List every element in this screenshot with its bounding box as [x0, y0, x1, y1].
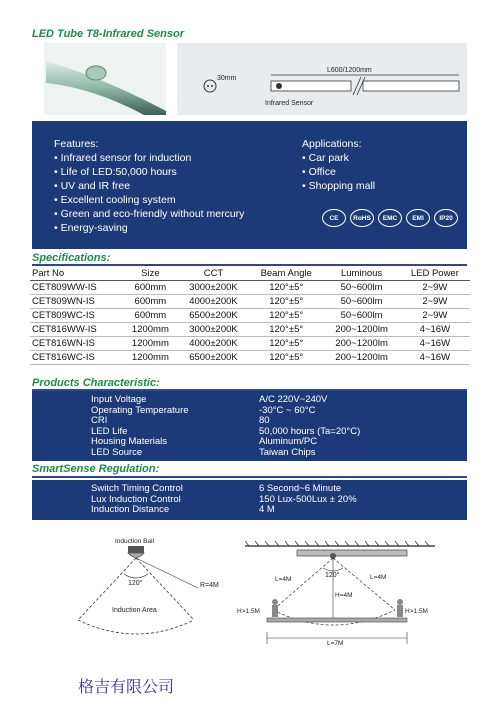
table-cell: 120°±5° [249, 309, 324, 323]
column-header: Beam Angle [249, 267, 324, 281]
section-divider [32, 476, 467, 478]
features-heading: Features: [54, 138, 99, 150]
applications-section [302, 137, 375, 193]
induction-diagram-right [237, 540, 435, 650]
spec-value: 4 M [259, 504, 275, 515]
table-cell: 50~600lm [323, 295, 399, 309]
applications-list [302, 151, 375, 193]
column-header: Part No [30, 267, 123, 281]
table-cell: CET816WW-IS [30, 323, 123, 337]
table-cell: 600mm [123, 295, 178, 309]
table-row [30, 309, 470, 323]
angle-label: 120° [325, 572, 340, 579]
table-cell: 600mm [123, 309, 178, 323]
smartsense-heading: SmartSense Regulation: [32, 463, 160, 475]
table-cell: 200~1200lm [323, 351, 399, 365]
induction-ball-label: Induction Ball [115, 538, 155, 545]
spec-label: LED Life [91, 425, 128, 437]
table-cell: 50~600lm [323, 309, 399, 323]
table-cell: 3000±200K [178, 281, 249, 295]
h-left-label: H>1.5M [237, 608, 260, 615]
spec-label: Switch Timing Control [91, 483, 183, 494]
table-cell: 600mm [123, 281, 178, 295]
table-cell: 4000±200K [178, 295, 249, 309]
feature-item: • Excellent cooling system [54, 194, 176, 206]
sensor-label: Infrared Sensor [265, 100, 314, 107]
spec-value: 50,000 hours (Ta=20°C) [259, 425, 361, 437]
column-header: LED Power [400, 267, 470, 281]
product-photo [44, 43, 166, 115]
table-cell: 120°±5° [249, 323, 324, 337]
l-right-label: L=4M [370, 574, 387, 581]
feature-item: • Green and eco-friendly without mercury [54, 208, 245, 220]
spec-label: Housing Materials [91, 436, 168, 447]
features-list [54, 151, 244, 235]
induction-diagram-left [70, 538, 240, 638]
dimension-drawing [177, 43, 467, 115]
spec-label: Input Voltage [91, 394, 147, 405]
feature-item: • Infrared sensor for induction [54, 152, 192, 164]
h-right-label: H>1.5M [405, 608, 428, 615]
features-panel [32, 121, 467, 249]
table-cell: CET809WN-IS [30, 295, 123, 309]
feature-item: • UV and IR free [54, 180, 131, 192]
spec-label: Operating Temperature [91, 404, 189, 416]
induction-area-label: Induction Area [112, 607, 157, 614]
cert-emi-icon: EMI [406, 209, 430, 227]
table-cell: 200~1200lm [323, 323, 399, 337]
length-label: L600/1200mm [327, 67, 372, 74]
feature-item: • Energy-saving [54, 222, 128, 234]
table-cell: 2~9W [400, 309, 470, 323]
table-cell: 120°±5° [249, 295, 324, 309]
table-cell: 4000±200K [178, 337, 249, 351]
spec-value: Aluminum/PC [259, 436, 318, 447]
spec-value: 6 Second~6 Minute [259, 483, 342, 494]
diameter-label: 30mm [217, 75, 237, 82]
radius-label: R=4M [200, 582, 219, 589]
column-header: Size [123, 267, 178, 281]
company-name: 格吉有限公司 [78, 677, 175, 696]
table-cell: CET816WC-IS [30, 351, 123, 365]
table-row [30, 351, 470, 365]
section-divider [32, 264, 467, 266]
table-cell: 120°±5° [249, 351, 324, 365]
l-left-label: L=4M [275, 576, 292, 583]
table-cell: CET809WC-IS [30, 309, 123, 323]
table-cell: 1200mm [123, 337, 178, 351]
table-row [30, 323, 470, 337]
angle-label: 120° [128, 580, 143, 587]
table-cell: 4~16W [400, 337, 470, 351]
application-item: • Office [302, 166, 336, 178]
spec-value: A/C 220V~240V [259, 394, 328, 405]
spec-label: LED Source [91, 446, 143, 458]
table-cell: 50~600lm [323, 281, 399, 295]
feature-item: • Life of LED:50,000 hours [54, 166, 177, 178]
page-title: LED Tube T8-Infrared Sensor [32, 28, 184, 40]
products-heading: Products Characteristic: [32, 377, 160, 389]
table-cell: CET816WN-IS [30, 337, 123, 351]
cert-ce-icon: CE [322, 209, 346, 227]
spec-label: Lux Induction Control [91, 493, 181, 505]
spec-value: Taiwan Chips [259, 446, 316, 458]
application-item: • Shopping mall [302, 180, 376, 192]
cert-emc-icon: EMC [378, 209, 402, 227]
cert-rohs-icon: RoHS [350, 209, 374, 227]
specifications-table [30, 267, 470, 365]
table-row [30, 295, 470, 309]
table-cell: 120°±5° [249, 337, 324, 351]
table-cell: CET809WW-IS [30, 281, 123, 295]
table-cell: 6500±200K [178, 351, 249, 365]
table-cell: 4~16W [400, 351, 470, 365]
table-row [30, 281, 470, 295]
spec-value: 150 Lux-500Lux ± 20% [259, 493, 357, 505]
spec-value: 80 [259, 415, 270, 426]
application-item: • Car park [302, 152, 349, 164]
table-row [30, 337, 470, 351]
applications-heading: Applications: [302, 138, 362, 150]
table-cell: 1200mm [123, 323, 178, 337]
spec-value: -30°C ~ 60°C [259, 404, 316, 416]
products-panel [32, 391, 467, 461]
spec-label: Induction Distance [91, 504, 170, 515]
table-cell: 3000±200K [178, 323, 249, 337]
features-section [54, 137, 244, 235]
smartsense-panel [32, 480, 467, 520]
table-cell: 2~9W [400, 295, 470, 309]
table-cell: 4~16W [400, 323, 470, 337]
column-header: Luminous [323, 267, 399, 281]
table-cell: 2~9W [400, 281, 470, 295]
table-cell: 1200mm [123, 351, 178, 365]
height-label: H=4M [335, 592, 353, 599]
cert-ip20-icon: IP20 [434, 209, 458, 227]
table-cell: 120°±5° [249, 281, 324, 295]
specifications-heading: Specifications: [32, 252, 111, 264]
table-cell: 6500±200K [178, 309, 249, 323]
table-cell: 200~1200lm [323, 337, 399, 351]
column-header: CCT [178, 267, 249, 281]
length-label: L=7M [327, 640, 344, 647]
spec-label: CRI [91, 415, 108, 426]
